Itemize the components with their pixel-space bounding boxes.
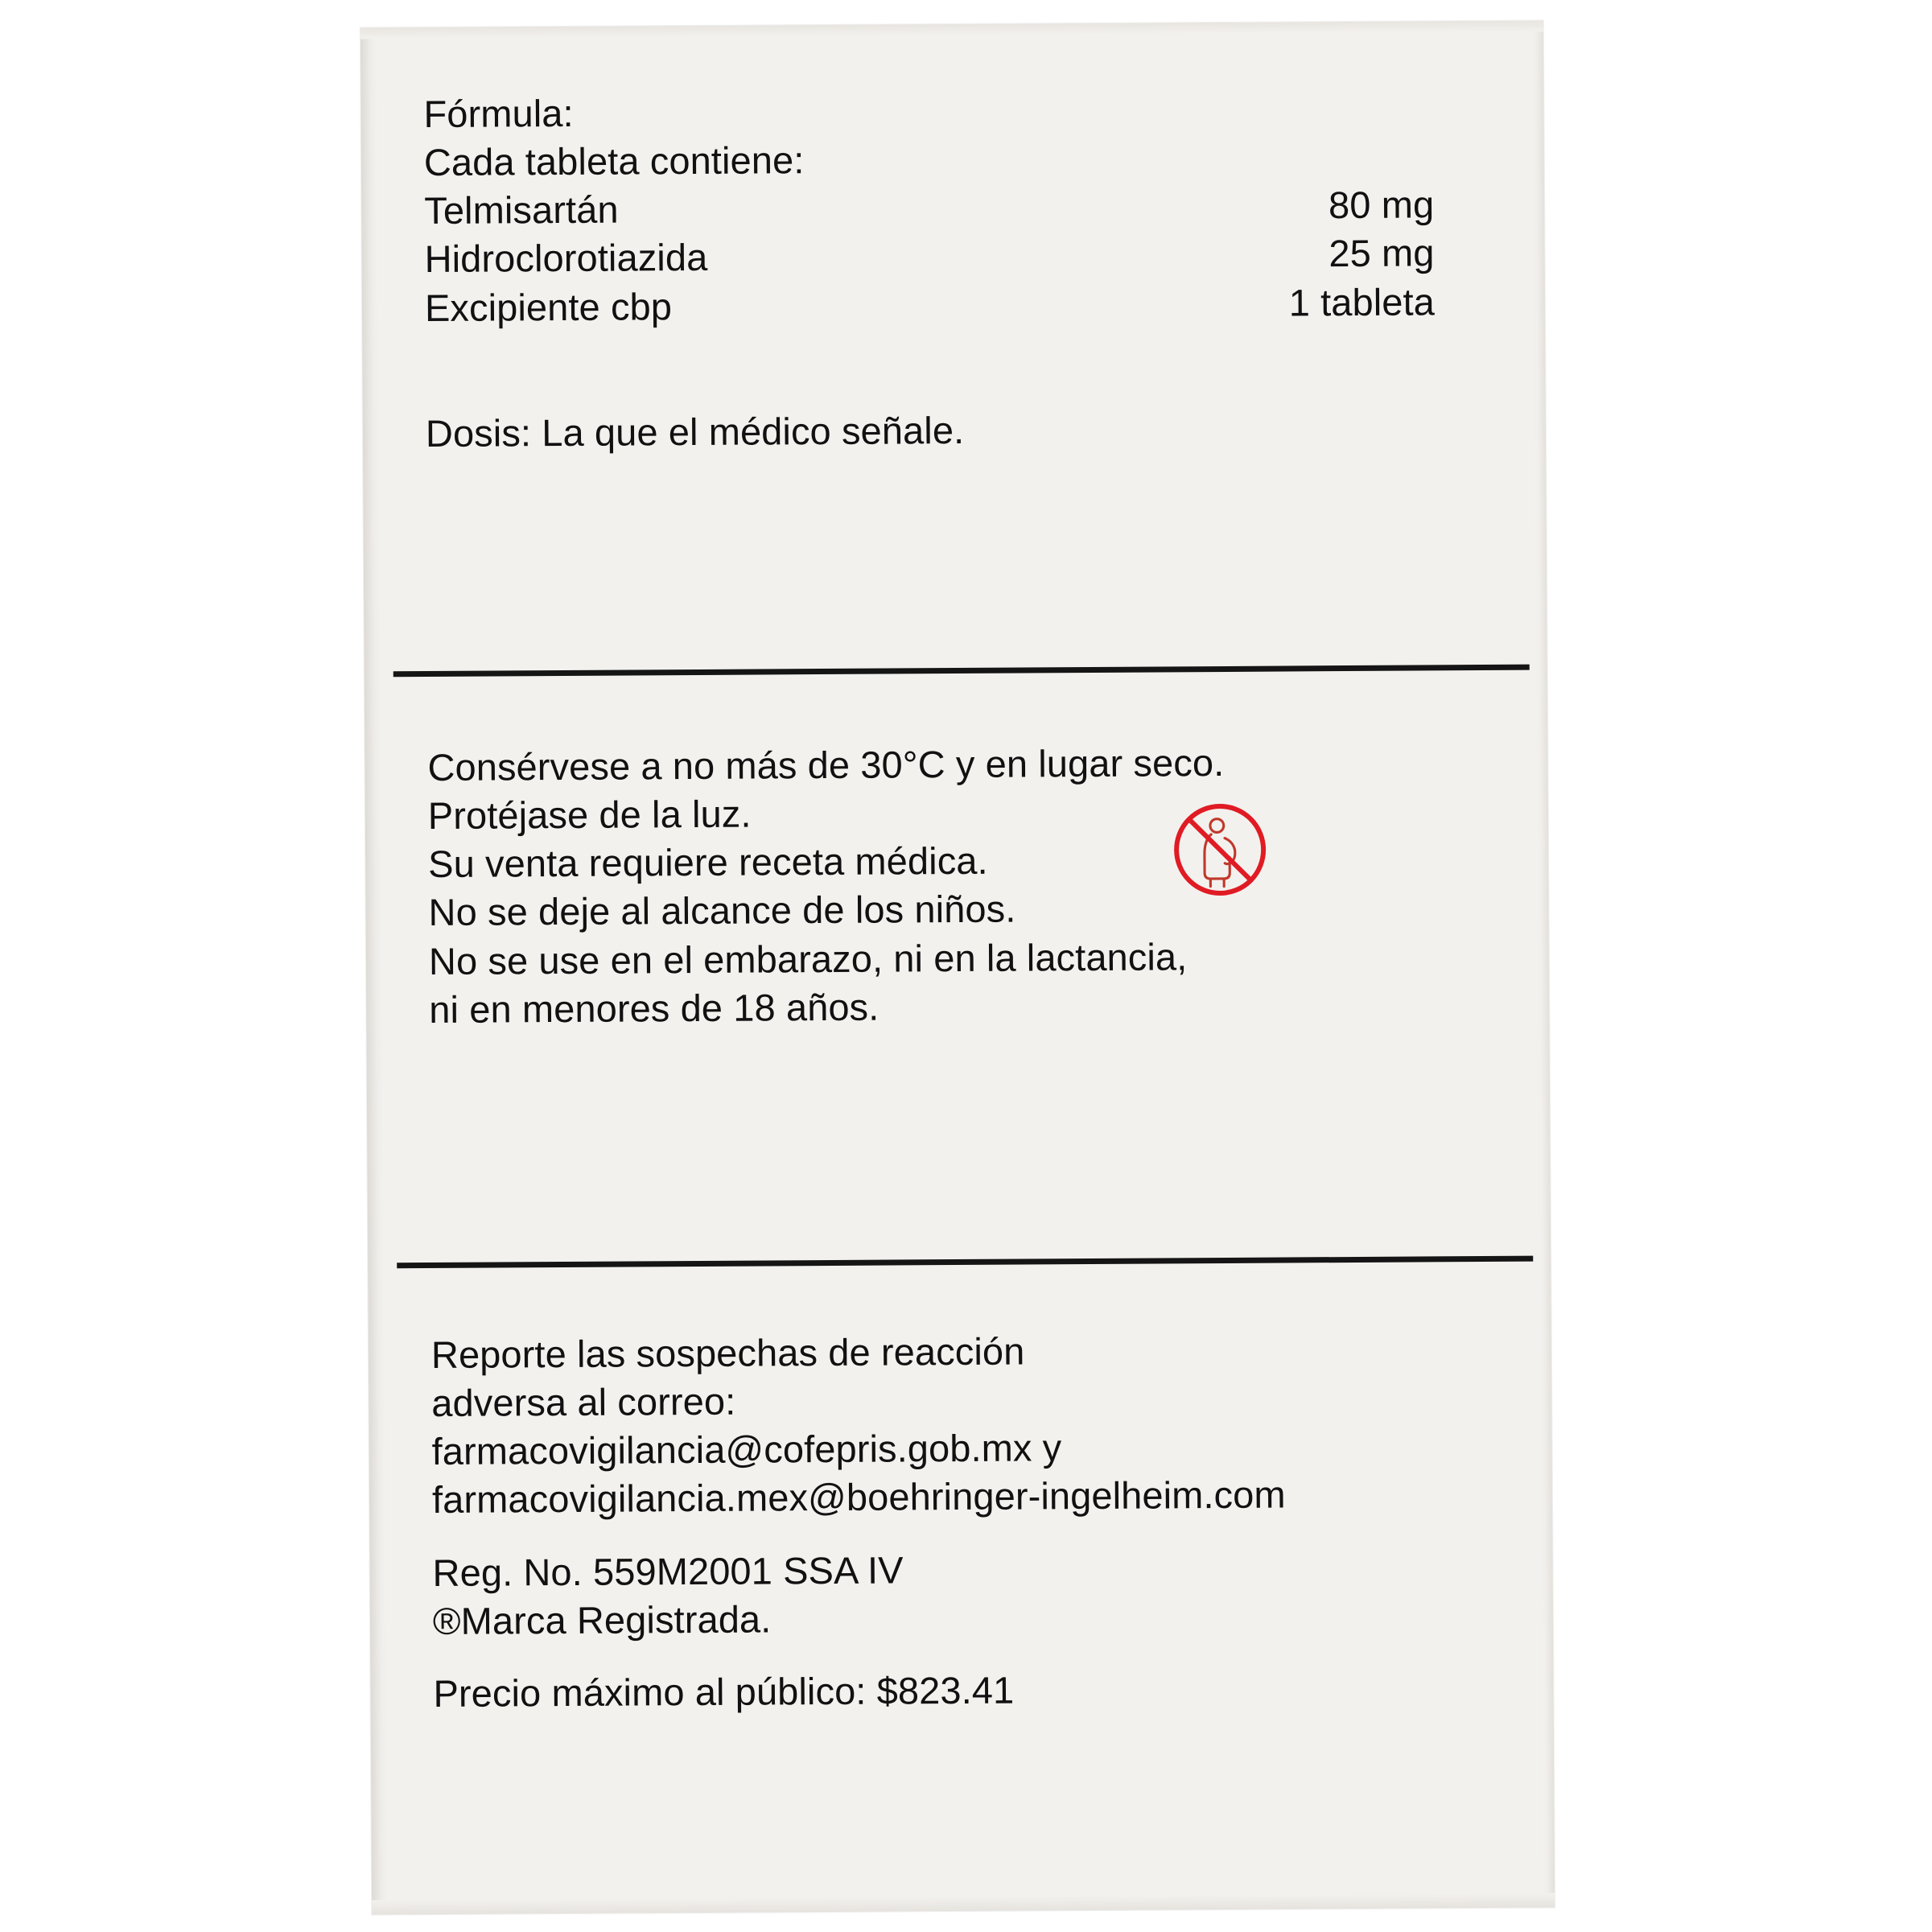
ingredient-amount: 25 mg: [1329, 231, 1435, 275]
max-price: Precio máximo al público: $823.41: [433, 1668, 1015, 1715]
registration-number: Reg. No. 559M2001 SSA IV: [432, 1548, 904, 1594]
section-divider-top: [393, 665, 1530, 678]
footer-section: [369, 1324, 1554, 1719]
formula-section: [360, 84, 1546, 459]
pharmacovigilance-email-company: farmacovigilancia.mex@boehringer-ingelheim.com: [431, 1473, 1286, 1522]
formula-heading: Fórmula:: [423, 91, 574, 136]
spacer: [425, 326, 1483, 410]
warning-line: Su venta requiere receta médica.: [428, 839, 988, 886]
formula-row: [424, 181, 1434, 236]
warning-line: Consérvese a no más de 30°C y en lugar seco.: [427, 740, 1225, 789]
carton-top-edge: [360, 21, 1543, 39]
warning-lines: [427, 737, 1486, 1034]
medicine-carton-back-panel: [360, 21, 1555, 1915]
warning-line: No se use en el embarazo, ni en la lactancia,: [428, 934, 1188, 982]
no-pregnancy-icon: [1172, 801, 1269, 899]
adverse-report-line: Reporte las sospechas de reacción: [430, 1329, 1025, 1377]
warning-line: ni en menores de 18 años.: [429, 985, 879, 1031]
warning-line: Protéjase de la luz.: [427, 792, 752, 838]
ingredient-name: Telmisartán: [424, 187, 619, 233]
pharmacovigilance-email-cofepris: farmacovigilancia@cofepris.gob.mx y: [431, 1426, 1062, 1473]
formula-row: [425, 278, 1435, 332]
ingredient-name: Hidroclorotiazida: [424, 236, 708, 281]
carton-bottom-edge: [372, 1893, 1555, 1914]
section-divider-bottom: [397, 1256, 1533, 1269]
adverse-report-line: adversa al correo:: [431, 1379, 736, 1425]
ingredient-amount: 1 tableta: [1288, 279, 1436, 324]
trademark-notice: ®Marca Registrada.: [432, 1597, 772, 1642]
warning-line: No se deje al alcance de los niños.: [428, 888, 1016, 934]
dose-instruction: Dosis: La que el médico señale.: [425, 408, 965, 455]
formula-subheading: Cada tableta contiene:: [423, 138, 805, 184]
warnings-section: [365, 737, 1549, 1035]
formula-row: [424, 229, 1434, 284]
ingredient-amount: 80 mg: [1328, 183, 1435, 227]
ingredient-name: Excipiente cbp: [424, 284, 673, 329]
